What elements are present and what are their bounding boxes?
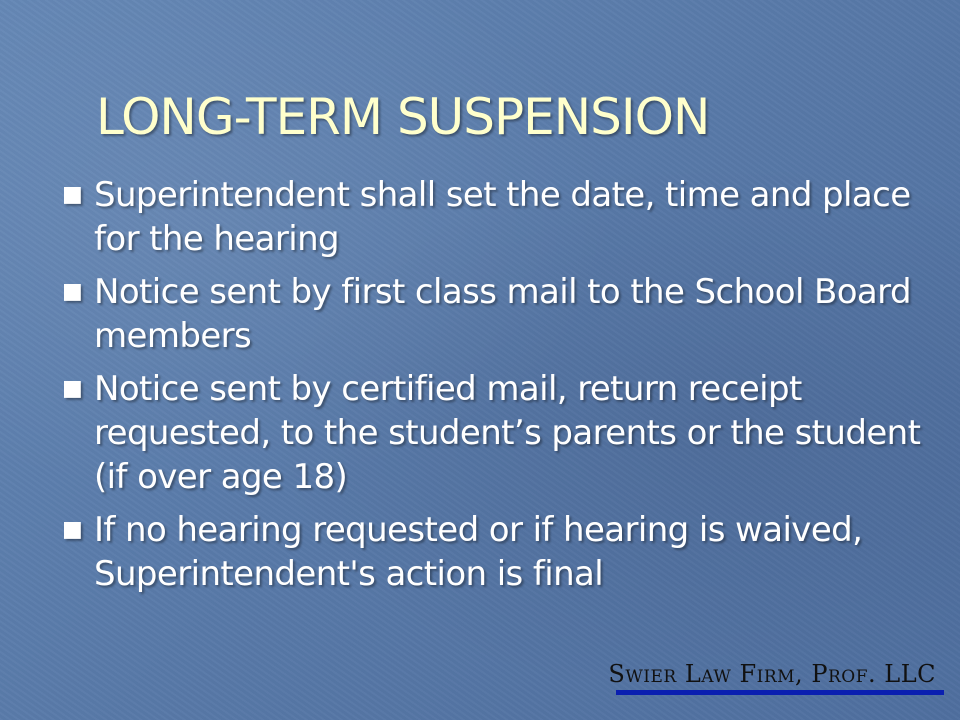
- firm-logo-text: Swier Law Firm, Prof. LLC: [608, 660, 936, 688]
- bullet-item: [60, 367, 940, 499]
- square-bullet-icon: ■: [62, 376, 83, 401]
- bullet-item: [60, 173, 940, 261]
- square-bullet-icon: ■: [62, 517, 83, 542]
- bullet-item: [60, 508, 940, 596]
- bullet-text: Superintendent shall set the date, time and place for the hearing: [94, 175, 911, 259]
- bullet-text: Notice sent by first class mail to the School Board members: [94, 272, 911, 356]
- bullet-item: [60, 270, 940, 358]
- firm-logo: [608, 658, 944, 700]
- bullet-text: If no hearing requested or if hearing is waived, Superintendent's action is final: [94, 510, 863, 594]
- slide-title: LONG-TERM SUSPENSION: [96, 88, 710, 146]
- bullet-list: [60, 173, 940, 605]
- square-bullet-icon: ■: [62, 182, 83, 207]
- bullet-text: Notice sent by certified mail, return receipt requested, to the student’s parents or the student (if over age 18): [94, 369, 921, 497]
- square-bullet-icon: ■: [62, 279, 83, 304]
- logo-underline-bar: [616, 690, 944, 695]
